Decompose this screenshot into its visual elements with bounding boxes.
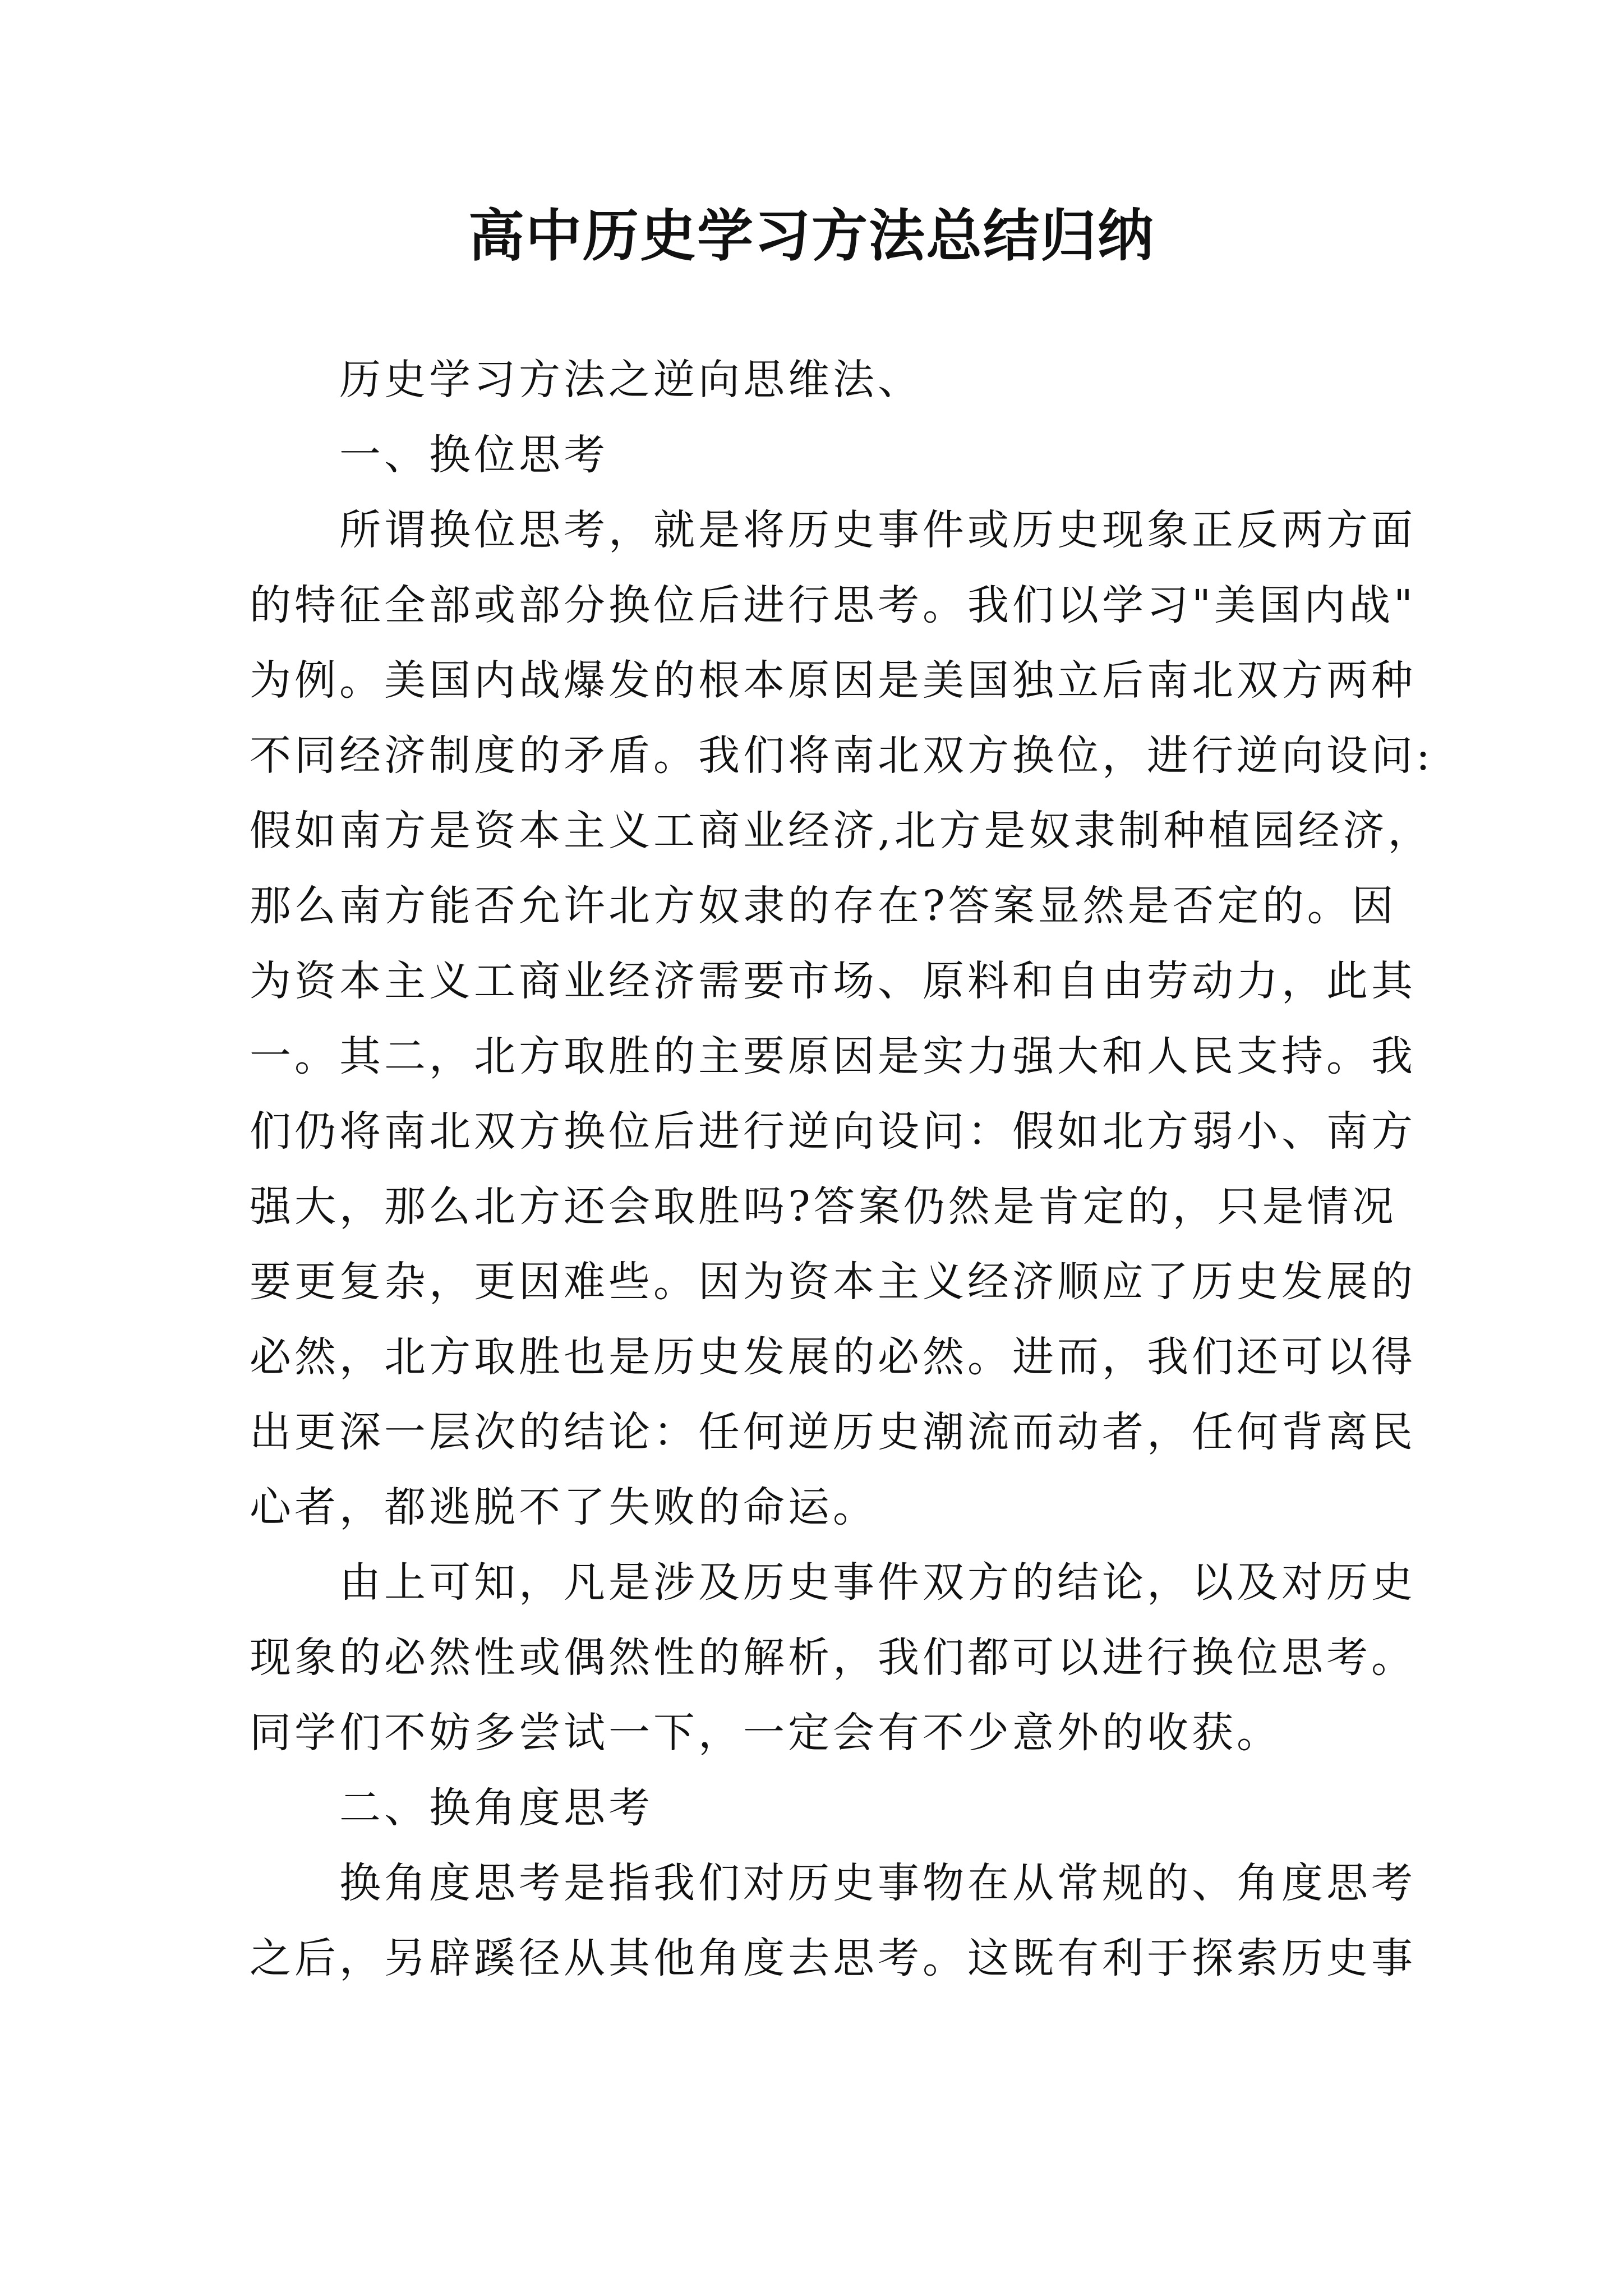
text-line: 为例。美国内战爆发的根本原因是美国独立后南北双方两种 [250,656,1416,705]
text-line: 同学们不妨多尝试一下，一定会有不少意外的收获。 [250,1709,1281,1757]
section-heading: 一、换位思考 [339,431,608,479]
text-line: 换角度思考是指我们对历史事物在从常规的、角度思考 [339,1859,1416,1907]
section-heading: 二、换角度思考 [339,1784,653,1832]
text-line: 必然，北方取胜也是历史发展的必然。进而，我们还可以得 [250,1333,1416,1381]
document-body [250,342,1433,1996]
text-line: 不同经济制度的矛盾。我们将南北双方换位，进行逆向设问: [250,731,1433,780]
text-line: 由上可知，凡是涉及历史事件双方的结论，以及对历史 [339,1558,1416,1607]
document-title: 高中历史学习方法总结归纳 [468,203,1155,269]
text-line: 强大，那么北方还会取胜吗?答案仍然是肯定的，只是情况 [250,1182,1397,1231]
text-line: 那么南方能否允许北方奴隶的存在?答案显然是否定的。因 [250,882,1397,930]
text-line: 一。其二，北方取胜的主要原因是实力强大和人民支持。我 [250,1032,1416,1080]
text-line: 要更复杂，更因难些。因为资本主义经济顺应了历史发展的 [250,1258,1416,1306]
text-line: 之后，另辟蹊径从其他角度去思考。这既有利于探索历史事 [250,1934,1416,1982]
text-line: 心者，都逃脱不了失败的命运。 [250,1483,878,1531]
text-line: 们仍将南北双方换位后进行逆向设问：假如北方弱小、南方 [250,1107,1416,1156]
text-line: 为资本主义工商业经济需要市场、原料和自由劳动力，此其 [250,957,1416,1005]
text-line: 现象的必然性或偶然性的解析，我们都可以进行换位思考。 [250,1634,1416,1682]
text-line: 假如南方是资本主义工商业经济,北方是奴隶制种植园经济， [250,807,1433,855]
text-line: 所谓换位思考，就是将历史事件或历史现象正反两方面 [339,506,1416,554]
text-line: 的特征全部或部分换位后进行思考。我们以学习"美国内战" [250,581,1417,629]
text-line: 出更深一层次的结论：任何逆历史潮流而动者，任何背离民 [250,1408,1416,1456]
text-line: 历史学习方法之逆向思维法、 [339,356,923,404]
